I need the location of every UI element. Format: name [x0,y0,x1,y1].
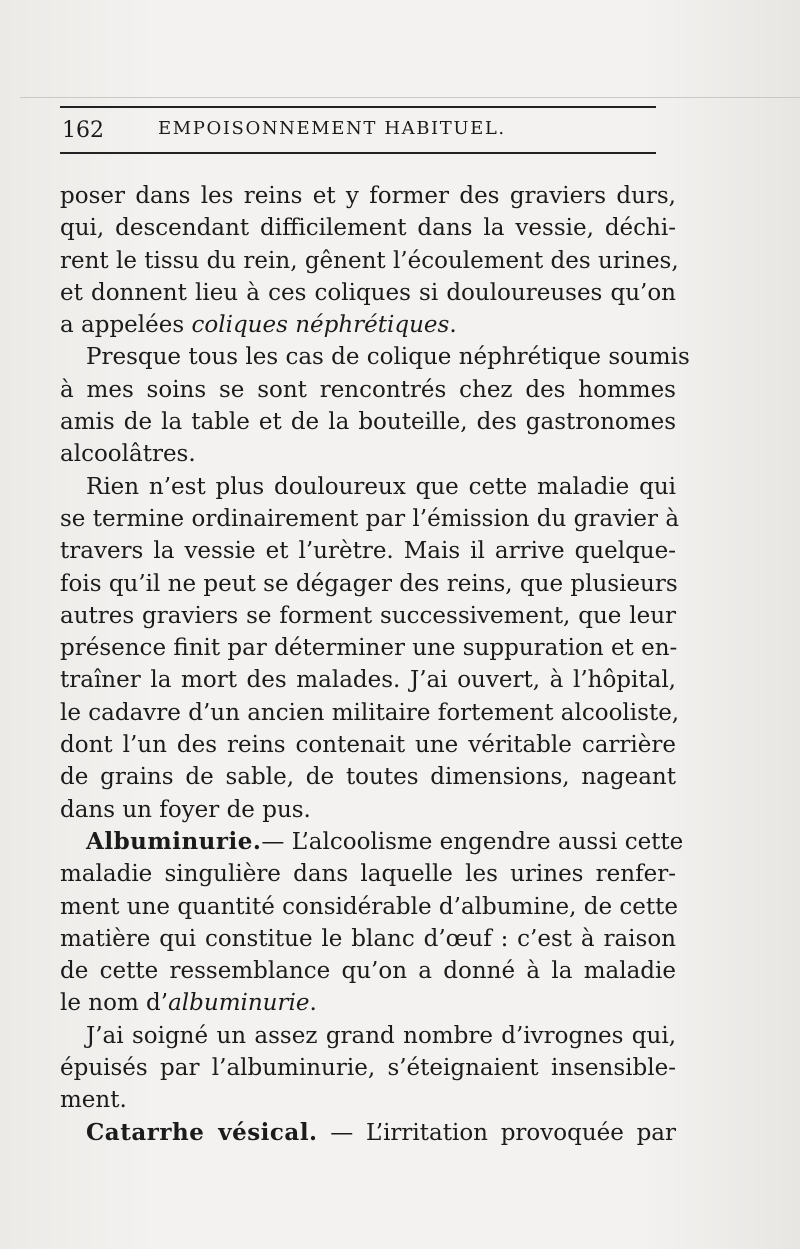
page-number: 162 [62,118,104,143]
text-line [60,180,676,212]
text-run: le nom d’ [60,990,169,1017]
text-line [60,341,690,373]
text-line [60,697,680,729]
text-run: a appelées [60,312,192,339]
text-run: à mes soins se sont rencontrés chez des hommes [60,376,676,403]
bleed-through-rule [20,97,800,98]
text-line [60,374,676,406]
text-run: dans un foyer de pus. [60,796,311,823]
text-line [60,955,676,987]
text-line [60,858,676,890]
header-top-rule [60,106,656,108]
text-run: amis de la table et de la bouteille, des gastronomes [60,409,676,436]
text-run: fois qu’il ne peut se dégager des reins, que plusieurs [60,570,678,597]
text-run: présence finit par déterminer une suppuration et en- [60,635,678,662]
text-line [60,761,676,793]
text-run: . [449,312,457,339]
text-run: Presque tous les cas de colique néphrétique soumis [86,344,690,371]
section-heading: Catarrhe vésical. [86,1118,318,1146]
text-line [60,406,676,438]
text-run: poser dans les reins et y former des graviers durs, [60,183,676,209]
text-line [60,794,676,826]
text-line [60,923,676,955]
italic-term: coliques néphrétiques [191,312,450,339]
text-line [60,664,676,696]
text-line [60,987,676,1019]
text-line [60,212,676,244]
text-line [60,826,684,858]
text-run: maladie singulière dans laquelle les urines renfer- [60,861,676,888]
text-run: matière qui constitue le blanc d’œuf : c’est à raison [60,925,676,952]
italic-term: albuminurie [168,990,310,1017]
text-line [60,535,676,567]
text-run: dont l’un des reins contenait une véritable carrière [60,732,676,759]
text-run: de grains de sable, de toutes dimensions, nageant [60,764,676,791]
running-title: EMPOISONNEMENT HABITUEL. [158,118,506,139]
text-run: épuisés par l’albuminurie, s’éteignaient insensible- [60,1055,676,1082]
text-run: traîner la mort des malades. J’ai ouvert, à l’hôpital, [60,667,676,694]
text-run: . [309,990,317,1017]
text-run: travers la vessie et l’urètre. Mais il arrive quelque- [60,538,676,565]
text-run: ment. [60,1087,127,1114]
text-run: — L’irritation provoquée par [317,1119,677,1146]
text-line [60,471,676,503]
text-line [60,438,676,470]
text-line [60,729,676,761]
text-run: — L’alcoolisme engendre aussi cette [261,828,684,855]
text-line [60,891,676,923]
text-line [60,277,676,309]
text-line [60,503,680,535]
text-line [60,1020,676,1052]
running-head [60,112,656,146]
text-line [60,309,676,341]
text-line [60,1117,676,1149]
text-line [60,1084,676,1116]
text-run: alcoolâtres. [60,441,196,468]
text-run: et donnent lieu à ces coliques si douloureuses qu’on [60,279,676,306]
text-run: autres graviers se forment successivement, que leur [60,602,676,629]
text-line [60,1052,676,1084]
text-run: rent le tissu du rein, gênent l’écoulement des urines, [60,247,679,274]
text-run: ment une quantité considérable d’albumine, de cette [60,893,678,920]
text-run: J’ai soigné un assez grand nombre d’ivrognes qui, [86,1022,676,1049]
text-run: se termine ordinairement par l’émission du gravier à [60,505,680,532]
body-text [60,180,690,1149]
section-heading: Albuminurie. [86,827,262,855]
text-line [60,245,679,277]
header-bottom-rule [60,152,656,154]
text-line [60,568,676,600]
text-line [60,600,676,632]
text-run: de cette ressemblance qu’on a donné à la maladie [60,958,676,985]
text-run: qui, descendant difficilement dans la vessie, déchi- [60,215,676,242]
text-line [60,632,676,664]
text-run: Rien n’est plus douloureux que cette maladie qui [86,473,676,500]
text-run: le cadavre d’un ancien militaire fortement alcooliste, [60,699,680,726]
